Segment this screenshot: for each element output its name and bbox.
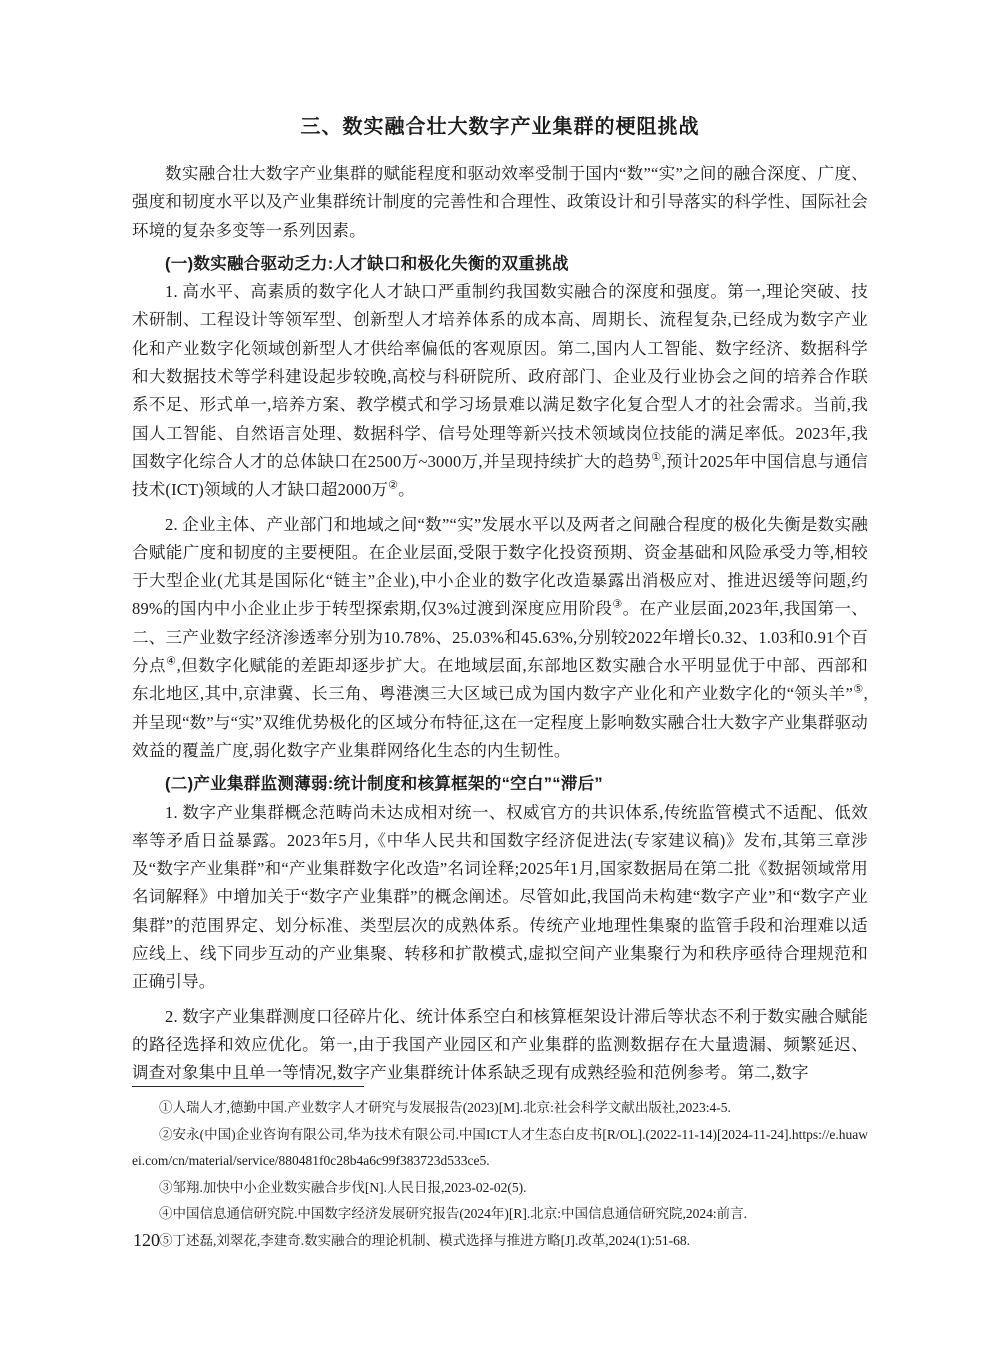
footnote-separator xyxy=(132,1086,364,1087)
footnote-5: ⑤丁述磊,刘翠花,李建奇.数实融合的理论机制、模式选择与推进方略[J].改革,2024(1):51-68. xyxy=(159,1232,690,1248)
section-1-paragraph-1: 1. 高水平、高素质的数字化人才缺口严重制约我国数实融合的深度和强度。第一,理论突破、技术研制、工程设计等领军型、创新型人才培养体系的成本高、周期长、流程复杂,已经成为数字产业化和产业数字化领域创新型人才供给率偏低的客观原因。第二,国内人工智能、数字经济、数据科学和大数据技术等学科建设起步较晚,高校与科研院所、政府部门、企业及行业协会之间的培养合作联系不足、形式单一,培养方案、教学模式和学习场景难以满足数字化复合型人才的社会需求。当前,我国人工智能、自然语言处理、数据科学、信号处理等新兴技术领域岗位技能的满足率低。2023年,我国数字化综合人才的总体缺口在2500万~3000万,并呈现持续扩大的趋势①,预计2025年中国信息与通信技术(ICT)领域的人才缺口超2000万②。 xyxy=(132,282,869,500)
footnote-1: ①人瑞人才,德勤中国.产业数字人才研究与发展报告(2023)[M].北京:社会科学文献出版社,2023:4-5. xyxy=(159,1100,731,1115)
section-2-paragraph-2: 2. 数字产业集群测度口径碎片化、统计体系空白和核算框架设计滞后等状态不利于数实融合赋能的路径选择和效应优化。第一,由于我国产业园区和产业集群的监测数据存在大量遗漏、频繁延迟、调查对象集中且单一等情况,数字产业集群统计体系缺乏现有成熟经验和范例参考。第二,数字 xyxy=(132,1006,868,1083)
section-heading-1: (一)数实融合驱动乏力:人才缺口和极化失衡的双重挑战 xyxy=(165,254,569,273)
intro-paragraph: 数实融合壮大数字产业集群的赋能程度和驱动效率受制于国内“数”“实”之间的融合深度、广度、强度和韧度水平以及产业集群统计制度的完善性和合理性、政策设计和引导落实的科学性、国际社会环境的复杂多变等一系列因素。 xyxy=(132,164,868,240)
page-number: 120 xyxy=(133,1230,160,1250)
footnotes-block xyxy=(132,1086,868,1254)
section-1-paragraph-2: 2. 企业主体、产业部门和地域之间“数”“实”发展水平以及两者之间融合程度的极化失衡是数实融合赋能广度和韧度的主要梗阻。在企业层面,受限于数字化投资预期、资金基础和风险承受力等,相较于大型企业(尤其是国际化“链主”企业),中小企业的数字化改造暴露出消极应对、推进迟缓等问题,约89%的国内中小企业止步于转型探索期,仅3%过渡到深度应用阶段③。在产业层面,2023年,我国第一、二、三产业数字经济渗透率分别为10.78%、25.03%和45.63%,分别较2022年增长0.32、1.03和0.91个百分点④,但数字化赋能的差距却逐步扩大。在地域层面,东部地区数实融合水平明显优于中部、西部和东北地区,其中,京津冀、长三角、粤港澳三大区域已成为国内数字产业化和产业数字化的“领头羊”⑤,并呈现“数”与“实”双维优势极化的区域分布特征,这在一定程度上影响数实融合壮大数字产业集群驱动效益的覆盖广度,弱化数字产业集群网络化生态的内生韧性。 xyxy=(132,514,869,760)
page-title: 三、数实融合壮大数字产业集群的梗阻挑战 xyxy=(300,116,700,138)
footnote-3: ③邹翔.加快中小企业数实融合步伐[N].人民日报,2023-02-02(5). xyxy=(159,1179,527,1195)
section-heading-2: (二)产业集群监测薄弱:统计制度和核算框架的“空白”“滞后” xyxy=(165,775,603,794)
footnote-2: ②安永(中国)企业咨询有限公司,华为技术有限公司.中国ICT人才生态白皮书[R/OL].(2022-11-14)[2024-11-24].https://e.huawei.com/cn/material/service/880481f0c28b4a6c99f383723d533ce5. xyxy=(132,1126,868,1168)
footnote-4: ④中国信息通信研究院.中国数字经济发展研究报告(2024年)[R].北京:中国信息通信研究院,2024:前言. xyxy=(159,1206,747,1221)
section-2-paragraph-1: 1. 数字产业集群概念范畴尚未达成相对统一、权威官方的共识体系,传统监管模式不适配、低效率等矛盾日益暴露。2023年5月,《中华人民共和国数字经济促进法(专家建议稿)》发布,其第三章涉及“数字产业集群”和“产业集群数字化改造”名词诠释;2025年1月,国家数据局在第二批《数据领域常用名词解释》中增加关于“数字产业集群”的概念阐述。尽管如此,我国尚未构建“数字产业”和“数字产业集群”的范围界定、划分标准、类型层次的成熟体系。传统产业地理性集聚的监管手段和治理难以适应线上、线下同步互动的产业集聚、转移和扩散模式,虚拟空间产业集聚行为和秩序亟待合理规范和正确引导。 xyxy=(132,802,868,992)
